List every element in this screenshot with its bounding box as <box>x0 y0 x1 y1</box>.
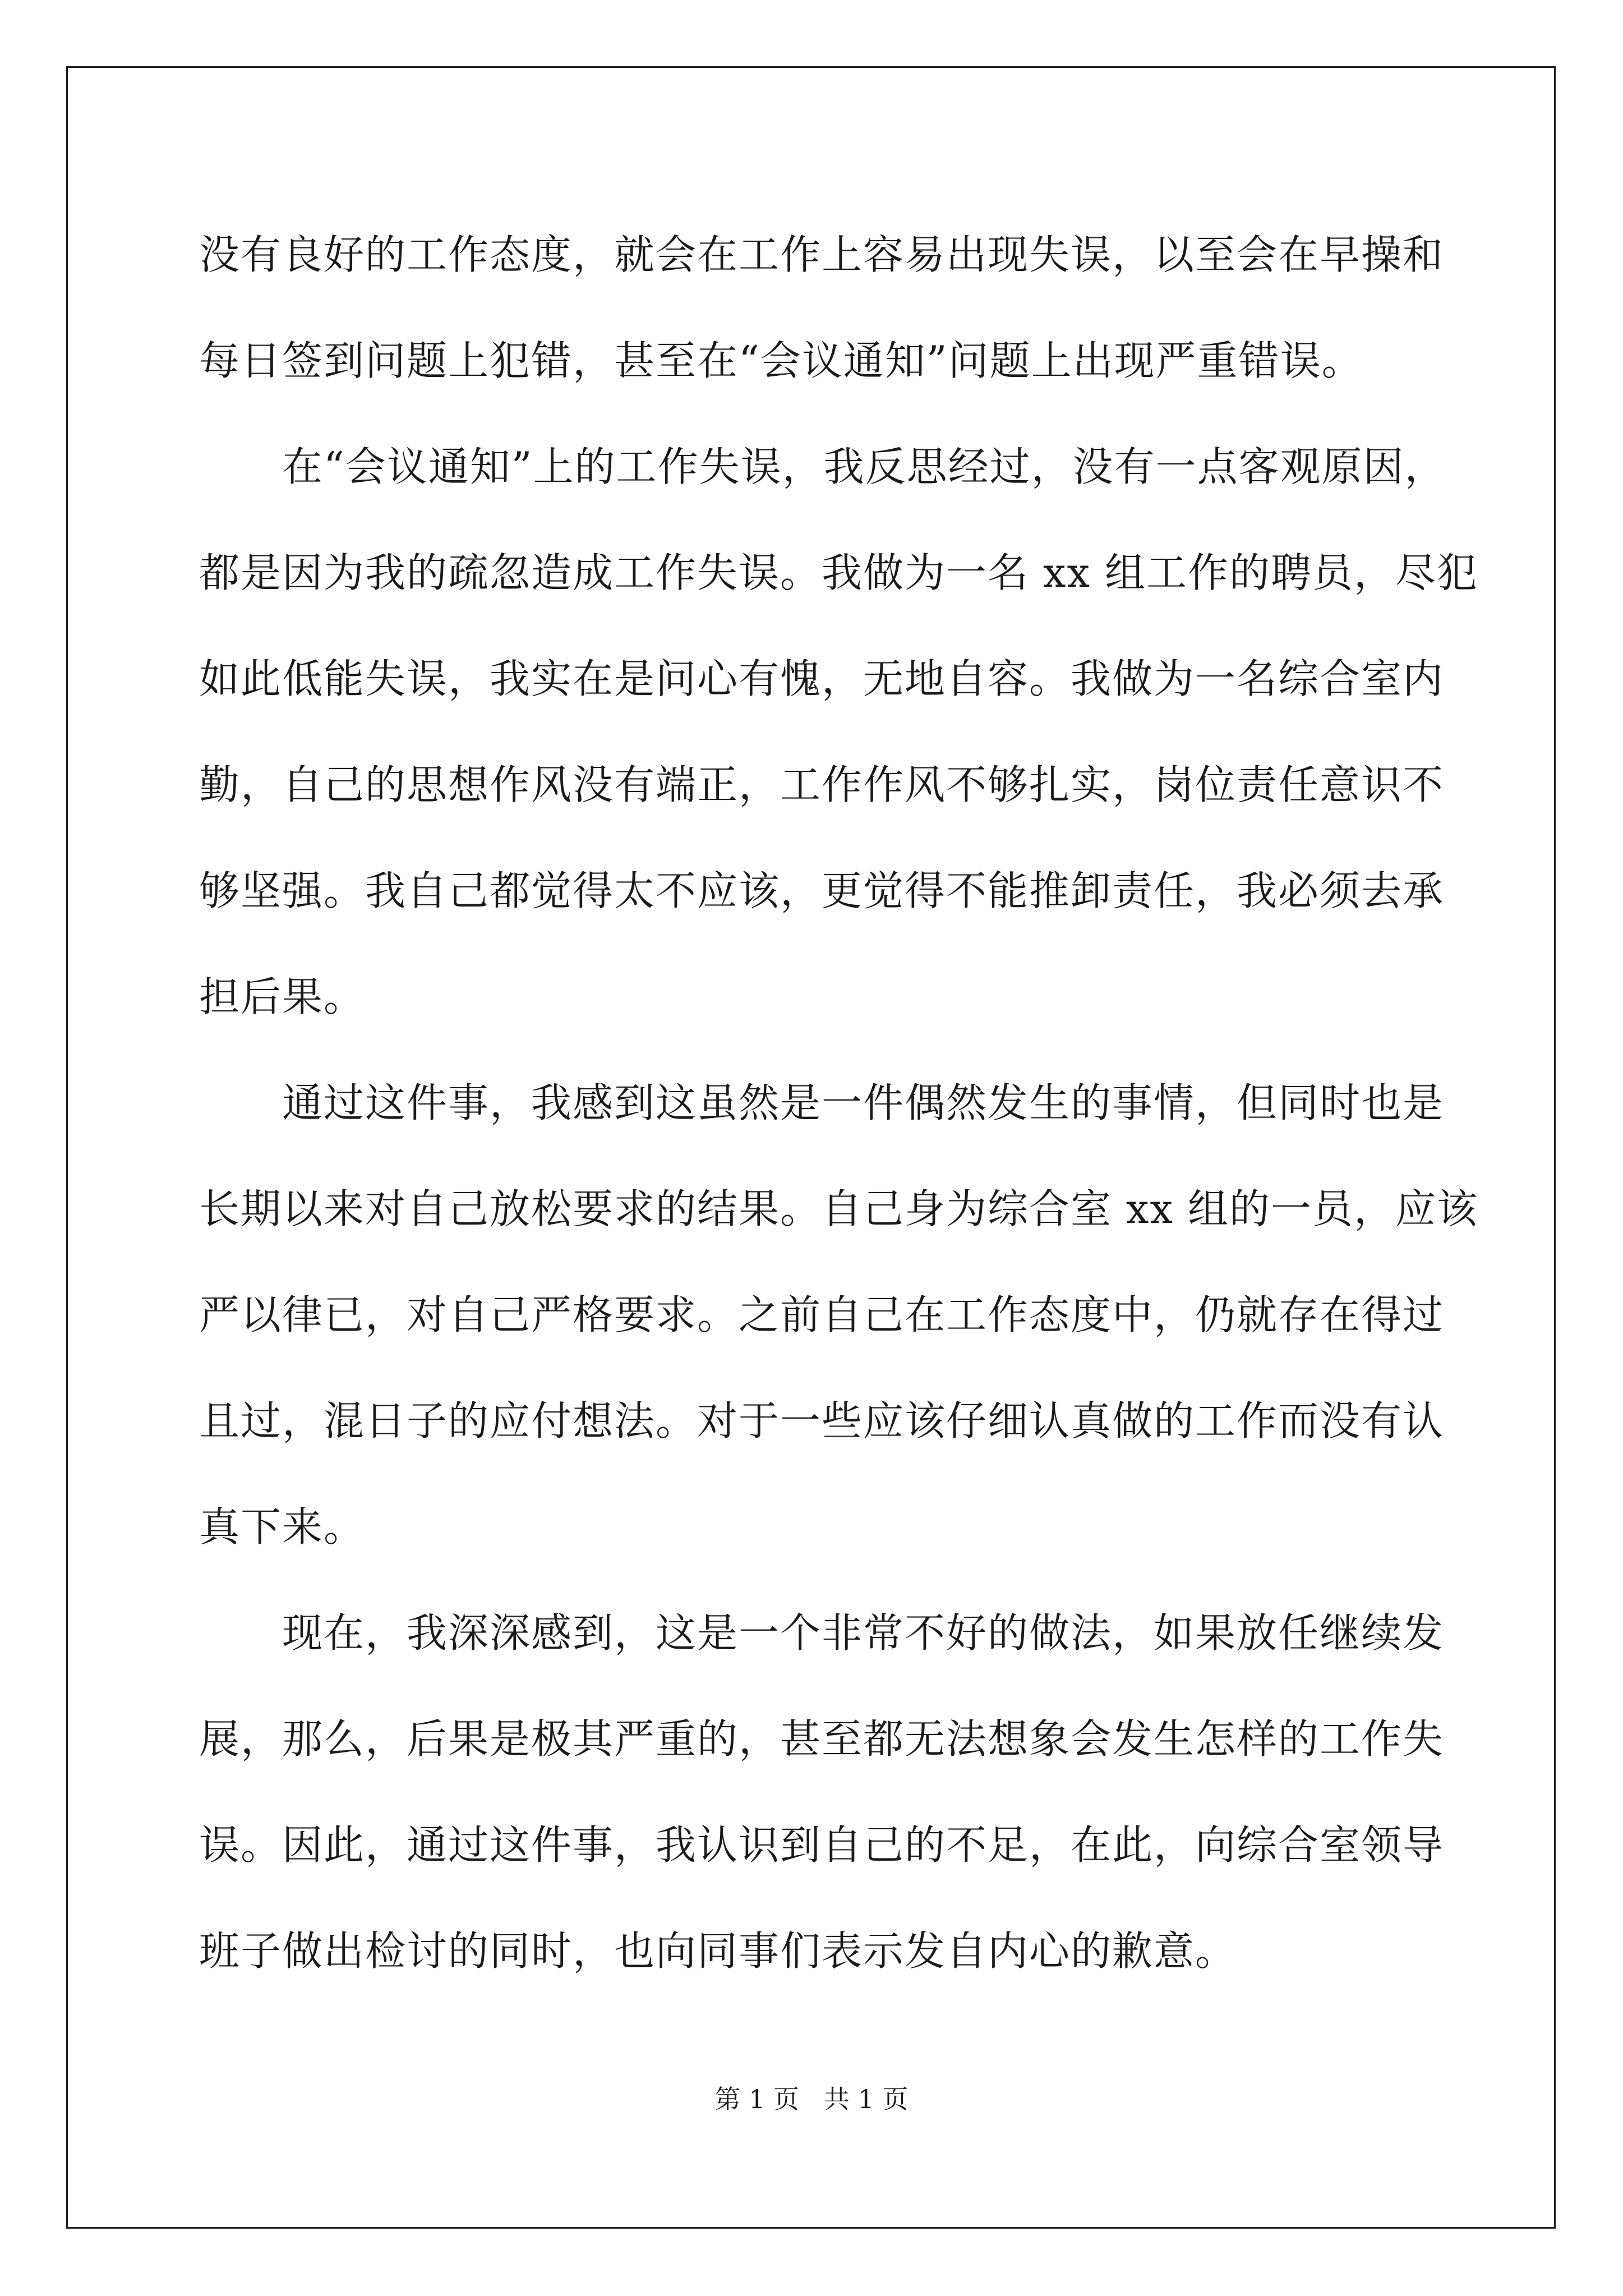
text-line: 够坚强。我自己都觉得太不应该，更觉得不能推卸责任，我必须去承 <box>199 867 1445 914</box>
text-line: 长期以来对自己放松要求的结果。自己身为综合室 xx 组的一员，应该 <box>199 1185 1478 1232</box>
text-line: 没有良好的工作态度，就会在工作上容易出现失误，以至会在早操和 <box>199 231 1445 278</box>
text-line: 误。因此，通过这件事，我认识到自己的不足，在此，向综合室领导 <box>199 1821 1445 1869</box>
text-line: 每日签到问题上犯错，甚至在“会议通知”问题上出现严重错误。 <box>199 337 1363 384</box>
text-line: 都是因为我的疏忽造成工作失误。我做为一名 xx 组工作的聘员，尽犯 <box>199 549 1478 596</box>
paragraph <box>199 414 1478 1050</box>
paragraph <box>199 1580 1445 2004</box>
text-line: 担后果。 <box>199 973 366 1020</box>
text-line: 且过，混日子的应付想法。对于一些应该仔细认真做的工作而没有认 <box>199 1397 1445 1444</box>
text-line: 展，那么，后果是极其严重的，甚至都无法想象会发生怎样的工作失 <box>199 1715 1445 1763</box>
text-line: 真下来。 <box>199 1503 366 1550</box>
text-line: 现在，我深深感到，这是一个非常不好的做法，如果放任继续发 <box>199 1609 1445 1657</box>
text-line: 勤，自己的思想作风没有端正，工作作风不够扎实，岗位责任意识不 <box>199 761 1445 808</box>
document-body <box>199 202 1478 2004</box>
text-line: 通过这件事，我感到这虽然是一件偶然发生的事情，但同时也是 <box>199 1079 1445 1126</box>
text-line: 严以律已，对自己严格要求。之前自己在工作态度中，仍就存在得过 <box>199 1291 1445 1338</box>
text-line: 班子做出检讨的同时，也向同事们表示发自内心的歉意。 <box>199 1927 1237 1975</box>
text-line: 如此低能失误，我实在是问心有愧，无地自容。我做为一名综合室内 <box>199 655 1445 702</box>
text-line: 在“会议通知”上的工作失误，我反思经过，没有一点客观原因， <box>199 443 1446 490</box>
paragraph <box>199 1050 1478 1580</box>
page-footer: 第 1 页 共 1 页 <box>714 2084 909 2114</box>
paragraph <box>199 202 1445 414</box>
